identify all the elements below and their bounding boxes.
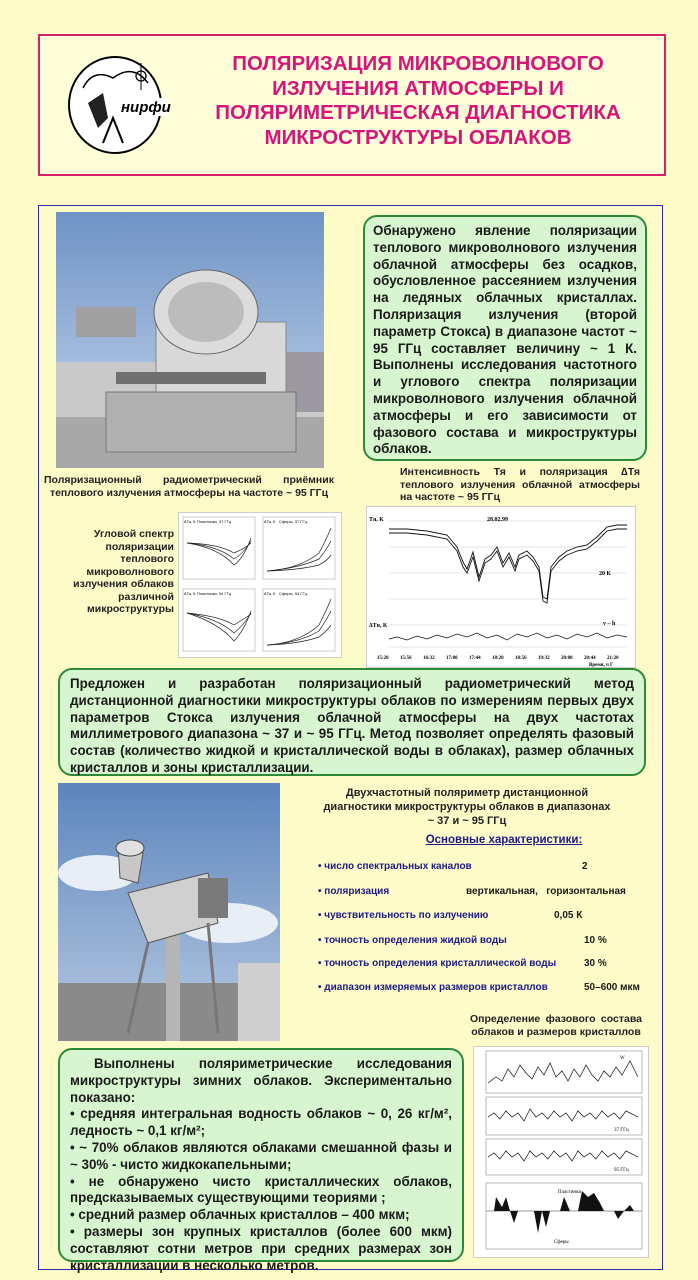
ts-x-tick: 21:20 — [607, 656, 619, 661]
result-item: • средняя интегральная водность облаков ~ 0, 26 кг/м², ледность ~ 0,1 кг/м²; — [70, 1106, 452, 1139]
spec-row — [318, 982, 648, 996]
results-intro: Выполнены поляриметрические исследования микроструктуры зимних облаков. Экспериментально показано: — [70, 1056, 452, 1105]
title-line: ПОЛЯРИМЕТРИЧЕСКАЯ ДИАГНОСТИКА — [215, 101, 621, 124]
phase-bottom-label: Пластинки — [558, 1190, 582, 1195]
angular-panel — [183, 517, 255, 579]
method-box — [58, 668, 646, 776]
ts-x-tick: 18:56 — [515, 656, 527, 661]
ts-x-tick: 17:08 — [446, 656, 458, 661]
phase-composition-figure — [473, 1046, 649, 1258]
angular-panel — [183, 589, 255, 651]
angular-panel-ylabel: ∆Тя, К — [184, 591, 196, 596]
spec-value: 10 % — [584, 935, 607, 946]
spec-value: 0,05 К — [554, 910, 583, 921]
ts-date: 28.02.99 — [487, 517, 508, 523]
title-line: МИКРОСТРУКТУРЫ ОБЛАКОВ — [264, 125, 572, 149]
angular-panel-title: Сферы, 94 ГГц — [279, 591, 307, 596]
phase-subpanel — [486, 1097, 642, 1135]
specs-heading: Основные характеристики: — [425, 834, 583, 846]
angular-panel-title: Пластинки, 37 ГГц — [197, 519, 232, 524]
ts-ytop-label: Tя, К — [369, 517, 384, 523]
spec-label: • поляризация — [318, 886, 390, 897]
phase-panel-label: 95 ГГц — [614, 1168, 629, 1173]
phase-subpanel — [486, 1183, 642, 1249]
timeseries-caption: Интенсивность Тя и поляризация ∆Тя теплового излучения облачной атмосферы на частоте ~ 95 ГГц — [400, 466, 640, 503]
angular-spectrum-caption: Угловой спектр поляризации теплового микроволнового излучения облаков различной микроструктуры — [73, 528, 174, 615]
spec-row — [318, 886, 648, 900]
spec-value: 30 % — [584, 958, 607, 969]
spec-row — [318, 861, 648, 875]
phase-subpanel — [486, 1139, 642, 1175]
ts-x-tick: 18:20 — [492, 656, 504, 661]
polarimeter-photo — [58, 783, 280, 1041]
spec-row — [318, 910, 648, 924]
ts-x-tick: 16:32 — [423, 656, 435, 661]
angular-panel — [263, 517, 335, 579]
ts-x-tick: 20:44 — [584, 656, 596, 661]
spec-value: 50–600 мкм — [584, 982, 640, 993]
winter-clouds-box — [58, 1048, 464, 1273]
method-text: Предложен и разработан поляризационный радиометрический метод дистанционной диагностики микроструктуры облаков по измерениям первых двух параметров Стокса излучения облачной атмосферы на двух частотах миллиметрового диапазона ~ 37 и ~ 95 ГГц. Метод позволяет определять фазовый состав (количество жидкой и кристаллической воды в облаках), размер облачных кристаллов и зоны кристаллизации. — [70, 676, 634, 775]
phase-subpanel — [486, 1051, 642, 1093]
phase-bottom-label: Сферы — [554, 1240, 569, 1245]
phase-panel-label: 37 ГГц — [614, 1128, 629, 1133]
result-item: • не обнаружено чисто кристаллических облаков, предсказываемых существующими теориями ; — [70, 1173, 452, 1206]
spec-row — [318, 935, 648, 949]
spec-value: вертикальная, горизонтальная — [466, 886, 626, 897]
angular-panel-ylabel: ∆Тя, К — [264, 519, 276, 524]
spec-label: • точность определения кристаллической воды — [318, 958, 557, 969]
angular-panel-title: Сферы, 37 ГГц — [279, 519, 307, 524]
discovery-text: Обнаружено явление поляризации теплового микроволнового излучения облачной атмосферы без осадков, обусловленное рассеянием излучения на ледяных облачных кристаллах. Поляризация излучения (второй параметр Стокса) в диапазоне частот ~ 95 ГГц составляет величину ~ 1 К. Выполнены исследования частотного и углового спектра поляризации микроволнового излучения облачной атмосферы и его зависимости от фазового состава и микроструктуры облаков. — [373, 223, 637, 457]
phase-panel-label: W — [620, 1056, 625, 1061]
angular-panel — [263, 589, 335, 651]
page-title — [182, 52, 654, 150]
ts-scale-label: 20 К — [599, 571, 611, 577]
ts-legend: v – h — [603, 621, 616, 627]
ts-x-label: Время, ч Г — [589, 663, 614, 667]
angular-panel-ylabel: ∆Тя, К — [184, 519, 196, 524]
spec-row — [318, 958, 648, 972]
ts-x-tick: 17:44 — [469, 656, 481, 661]
angular-panel-title: Пластинки, 94 ГГц — [197, 591, 232, 596]
ts-ybottom-label: ∆Tя, К — [369, 623, 388, 629]
title-line: ИЗЛУЧЕНИЯ АТМОСФЕРЫ И — [272, 76, 564, 100]
result-item: • ~ 70% облаков являются облаками смешанной фазы и ~ 30% - чисто жидкокапельными; — [70, 1139, 452, 1172]
polarimeter-caption: Двухчастотный поляриметр дистанционной диагностики микроструктуры облаков в диапазонах ~ 37 и ~ 95 ГГц — [323, 787, 611, 827]
ts-x-tick: 15:20 — [377, 656, 389, 661]
result-item: • размеры зон крупных кристаллов (более 600 мкм) составляют сотни метров при средних размерах зон кристаллизации в несколько метров. — [70, 1223, 452, 1273]
nirfi-logo — [63, 48, 171, 158]
polarization-discovery-box — [363, 215, 647, 461]
spec-label: • число спектральных каналов — [318, 861, 472, 872]
radiometer-photo — [56, 212, 324, 468]
result-item: • средний размер облачных кристаллов – 400 мкм; — [70, 1207, 410, 1223]
title-line: ПОЛЯРИЗАЦИЯ МИКРОВОЛНОВОГО — [232, 52, 604, 75]
spec-label: • точность определения жидкой воды — [318, 935, 507, 946]
logo-text: нирфи — [121, 99, 171, 116]
angular-panel-ylabel: ∆Тя, К — [264, 591, 276, 596]
angular-spectrum-figure — [178, 512, 342, 658]
radiometer-caption: Поляризационный радиометрический приёмник теплового излучения атмосферы на частоте ~ 95 ГГц — [44, 474, 334, 499]
ts-x-tick: 19:32 — [538, 656, 550, 661]
phase-caption: Определение фазового состава облаков и размеров кристаллов — [470, 1013, 642, 1038]
spec-label: • чувствительность по излучению — [318, 910, 489, 921]
ts-x-tick: 15:56 — [400, 656, 412, 661]
spec-label: • диапазон измеряемых размеров кристаллов — [318, 982, 548, 993]
spec-value: 2 — [582, 861, 588, 872]
ts-x-tick: 20:08 — [561, 656, 573, 661]
timeseries-figure — [366, 506, 636, 668]
